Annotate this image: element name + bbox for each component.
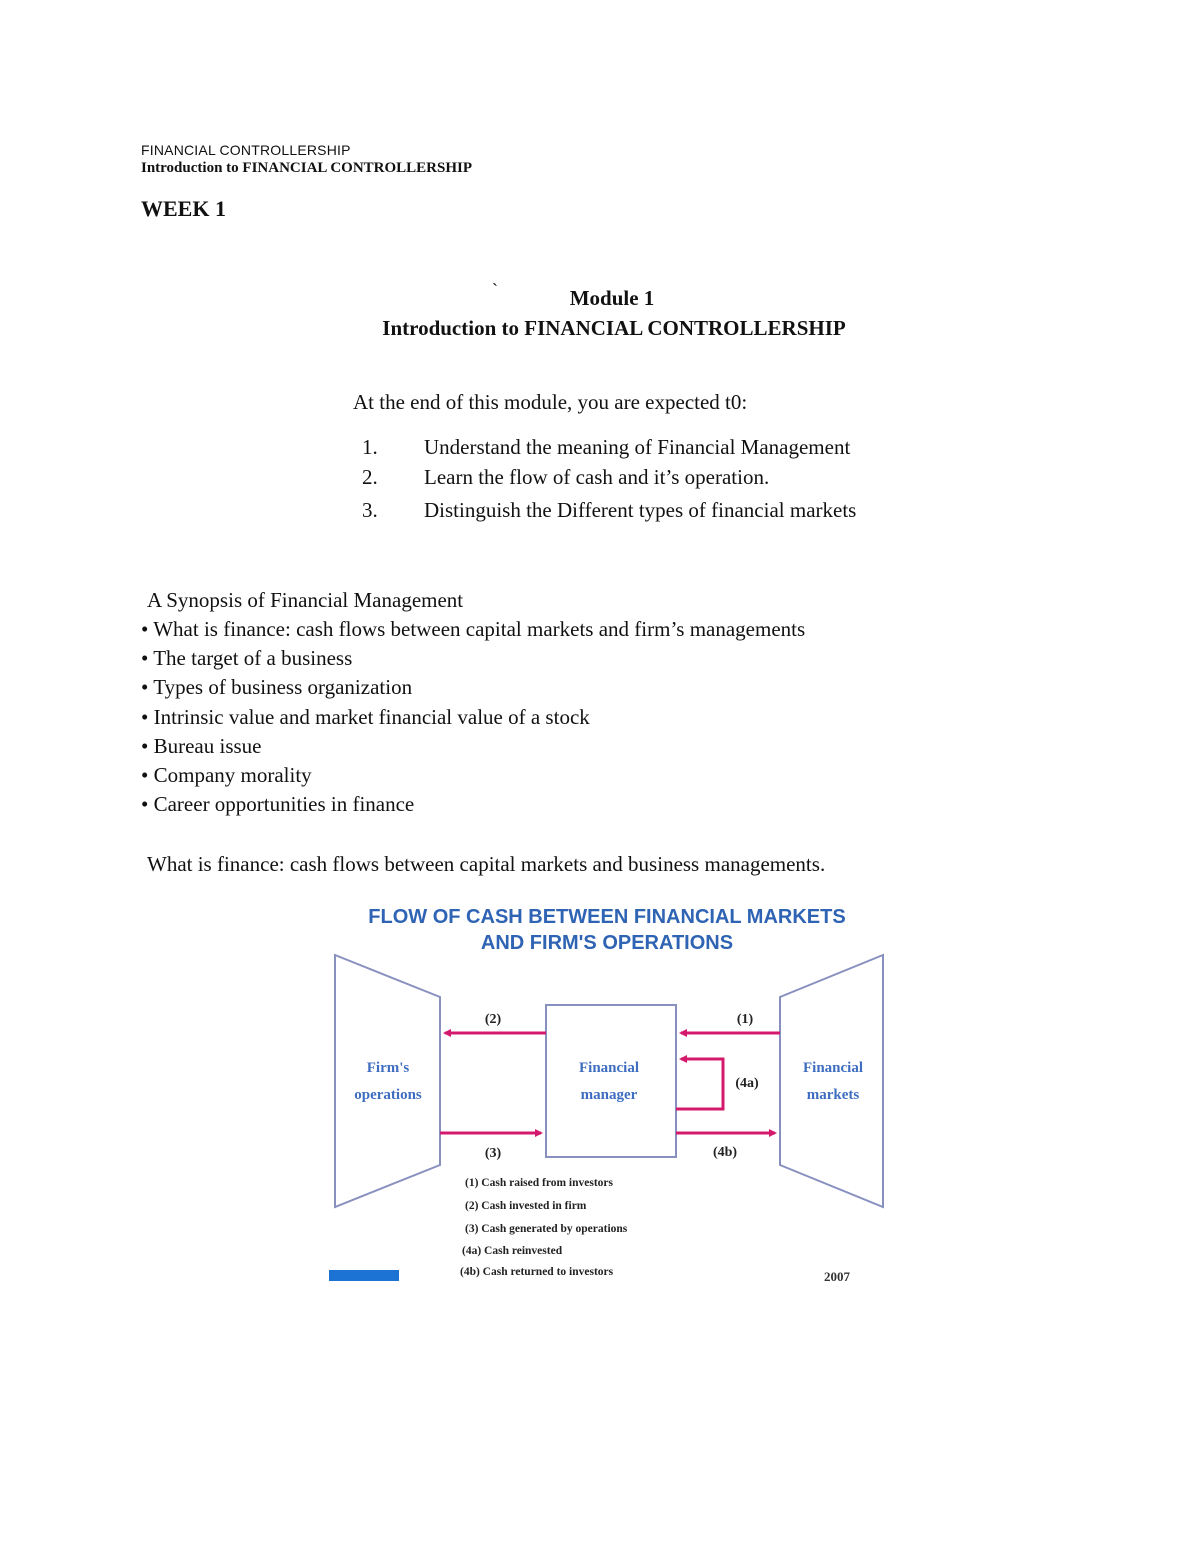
financial-manager-label-line1: Financial — [578, 1060, 640, 1076]
diagram-title-line2: AND FIRM'S OPERATIONS — [480, 932, 734, 954]
header-subtitle: Introduction to FINANCIAL CONTROLLERSHIP — [141, 160, 473, 176]
objective-item — [362, 498, 856, 523]
diagram-title-line1: FLOW OF CASH BETWEEN FINANCIAL MARKETS — [368, 906, 846, 928]
module-title: Module 1 — [569, 286, 655, 310]
flow-label-4a: (4a) — [735, 1076, 759, 1091]
flow-label-3: (3) — [484, 1146, 502, 1161]
synopsis-title: A Synopsis of Financial Management — [147, 588, 464, 612]
legend-item-2: (2) Cash invested in firm — [465, 1200, 587, 1212]
objective-text: Understand the meaning of Financial Management — [424, 435, 851, 459]
legend-item-1: (1) Cash raised from investors — [465, 1177, 613, 1189]
arrow-4a — [676, 1059, 723, 1109]
financial-markets-label-line1: Financial — [802, 1060, 864, 1076]
objective-number: 3. — [362, 498, 378, 522]
firms-operations-label-line2: operations — [354, 1087, 422, 1103]
cash-flow-diagram — [325, 895, 895, 1290]
legend-item-4a: (4a) Cash reinvested — [462, 1245, 563, 1257]
synopsis-bullet: • Intrinsic value and market financial value of a stock — [141, 705, 590, 729]
synopsis-bullet: • What is finance: cash flows between capital markets and firm’s managements — [141, 617, 806, 641]
objective-text: Distinguish the Different types of financial markets — [424, 498, 857, 522]
synopsis-bullet: • Career opportunities in finance — [141, 792, 415, 816]
financial-manager-box — [546, 1005, 676, 1157]
objective-number: 1. — [362, 435, 378, 459]
synopsis-bullet: • Types of business organization — [141, 675, 413, 699]
flow-label-4b: (4b) — [712, 1145, 738, 1160]
stray-mark: ` — [492, 280, 498, 300]
financial-markets-box — [780, 955, 883, 1207]
synopsis-bullet: • The target of a business — [141, 646, 353, 670]
week-heading: WEEK 1 — [141, 196, 226, 221]
blue-tab-graphic — [329, 1270, 399, 1281]
firms-operations-label-line1: Firm's — [366, 1060, 410, 1076]
objective-number: 2. — [362, 465, 378, 489]
header-course: FINANCIAL CONTROLLERSHIP — [141, 142, 351, 158]
what-is-finance: What is finance: cash flows between capital markets and business managements. — [147, 852, 826, 876]
module-subtitle: Introduction to FINANCIAL CONTROLLERSHIP — [382, 316, 846, 340]
financial-markets-label-line2: markets — [806, 1087, 860, 1103]
legend-item-4b: (4b) Cash returned to investors — [460, 1266, 614, 1278]
synopsis-bullet: • Bureau issue — [141, 734, 262, 758]
flow-label-1: (1) — [736, 1012, 754, 1027]
diagram-year: 2007 — [824, 1269, 850, 1284]
legend-item-3: (3) Cash generated by operations — [465, 1223, 628, 1235]
synopsis-bullet: • Company morality — [141, 763, 312, 787]
flow-label-2: (2) — [484, 1012, 502, 1027]
objectives-intro: At the end of this module, you are expected t0: — [353, 390, 748, 414]
objective-item — [362, 435, 850, 460]
firms-operations-box — [335, 955, 440, 1207]
financial-manager-label-line2: manager — [580, 1087, 638, 1103]
objective-text: Learn the flow of cash and it’s operation. — [424, 465, 770, 489]
objective-item — [362, 465, 769, 490]
